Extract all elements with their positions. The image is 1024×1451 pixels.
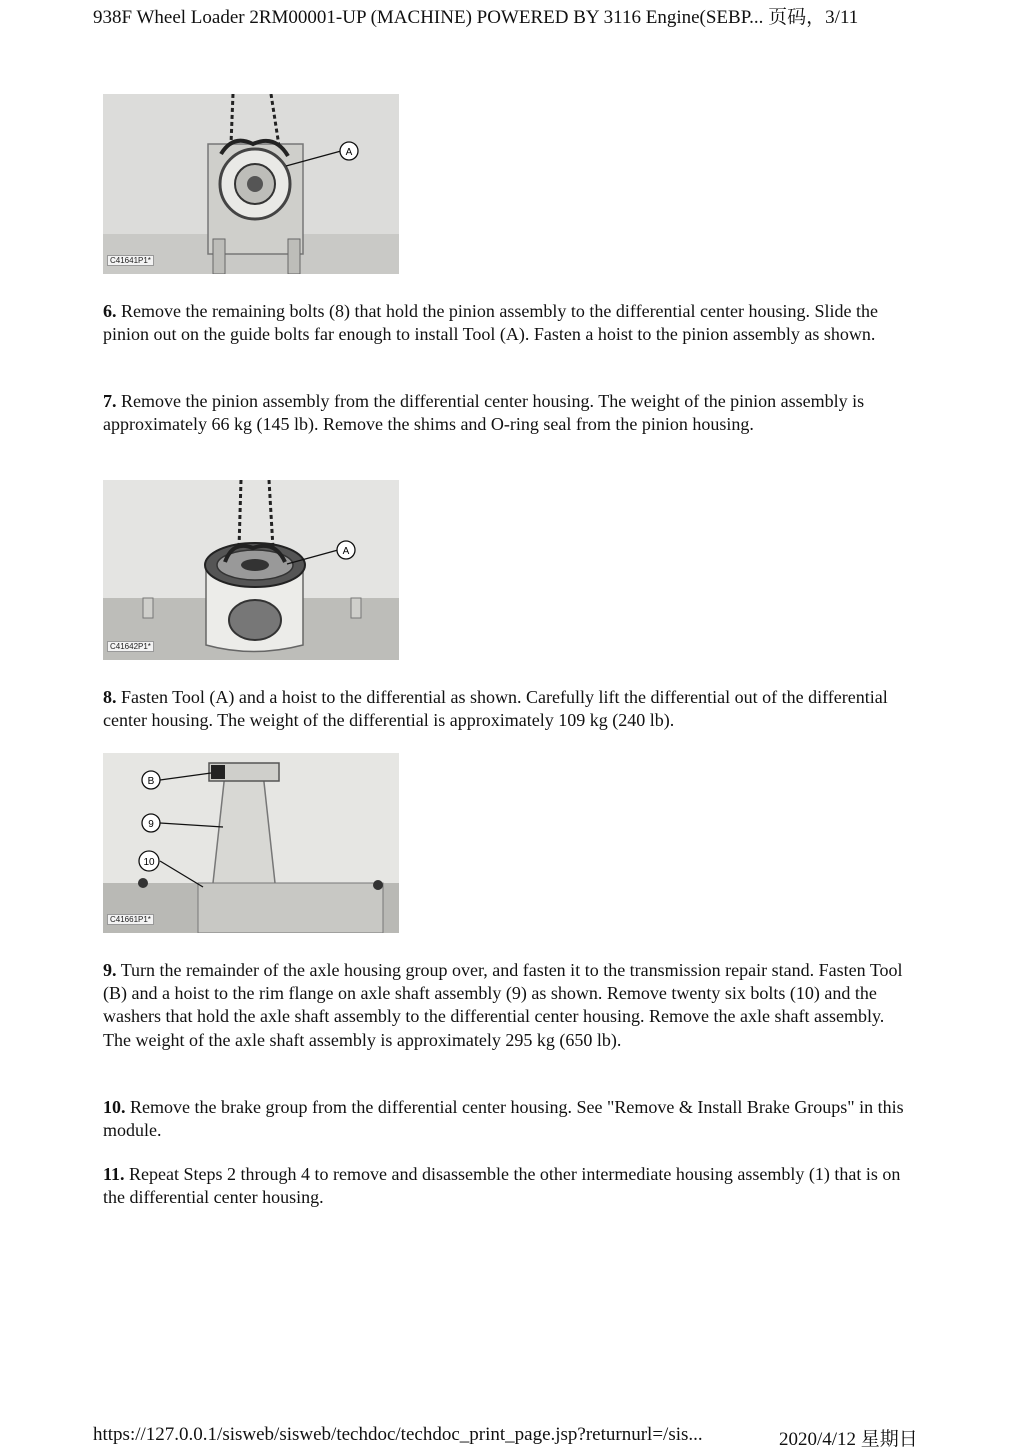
step-9 bbox=[103, 959, 913, 1052]
step-text: Remove the remaining bolts (8) that hold the pinion assembly to the differential center housing. Slide the pinion out on the guide bolts far enough to install Tool (A). Fasten a hoist to the pinion assembly as shown. bbox=[103, 301, 879, 345]
step-text: Turn the remainder of the axle housing group over, and fasten it to the transmission repair stand. Fasten Tool (B) and a hoist to the rim flange on axle shaft assembly (9) as shown. Remove twenty six bolts (10) and the washers that hold the axle shaft assembly to the differential center housing. Remove the axle shaft assembly. The weight of the axle shaft assembly is approximately 295 kg (650 lb). bbox=[103, 960, 903, 1050]
figure-code: C41642P1* bbox=[107, 641, 154, 652]
figure-code: C41661P1* bbox=[107, 914, 154, 925]
step-8 bbox=[103, 686, 913, 732]
document-title: 938F Wheel Loader 2RM00001-UP (MACHINE) POWERED BY 3116 Engine(SEBP... 页码，3/11 bbox=[93, 7, 859, 28]
callout-a: A bbox=[342, 546, 350, 557]
step-10 bbox=[103, 1096, 913, 1142]
differential-hoist-illustration bbox=[103, 480, 399, 660]
figure-code: C41641P1* bbox=[107, 255, 154, 266]
callout-10: 10 bbox=[143, 857, 155, 868]
callout-a: A bbox=[345, 147, 353, 158]
figure-axle-shaft bbox=[103, 753, 399, 933]
step-number: 8. bbox=[103, 687, 117, 707]
step-text: Repeat Steps 2 through 4 to remove and disassemble the other intermediate housing assembly (1) that is on the differential center housing. bbox=[103, 1164, 901, 1208]
pinion-hoist-illustration bbox=[103, 94, 399, 274]
page-footer bbox=[93, 1424, 993, 1450]
step-7 bbox=[103, 390, 913, 436]
step-number: 6. bbox=[103, 301, 117, 321]
step-text: Remove the pinion assembly from the differential center housing. The weight of the pinion assembly is approximately 66 kg (145 lb). Remove the shims and O-ring seal from the pinion housing. bbox=[103, 391, 865, 435]
step-number: 10. bbox=[103, 1097, 126, 1117]
callout-b: B bbox=[147, 776, 155, 787]
axle-shaft-illustration bbox=[103, 753, 399, 933]
step-6 bbox=[103, 300, 913, 346]
page-header bbox=[93, 2, 993, 29]
source-url: https://127.0.0.1/sisweb/sisweb/techdoc/techdoc_print_page.jsp?returnurl=/sis... bbox=[93, 1424, 703, 1445]
step-number: 9. bbox=[103, 960, 117, 980]
print-date: 2020/4/12 星期日 bbox=[779, 1429, 918, 1450]
step-number: 11. bbox=[103, 1164, 125, 1184]
step-text: Remove the brake group from the differential center housing. See "Remove & Install Brake Groups" in this module. bbox=[103, 1097, 904, 1141]
step-number: 7. bbox=[103, 391, 117, 411]
step-11 bbox=[103, 1163, 913, 1209]
figure-pinion-hoist bbox=[103, 94, 399, 274]
figure-differential-hoist bbox=[103, 480, 399, 660]
callout-9: 9 bbox=[148, 819, 154, 830]
step-text: Fasten Tool (A) and a hoist to the differential as shown. Carefully lift the differential out of the differential center housing. The weight of the differential is approximately 109 kg (240 lb). bbox=[103, 687, 888, 731]
